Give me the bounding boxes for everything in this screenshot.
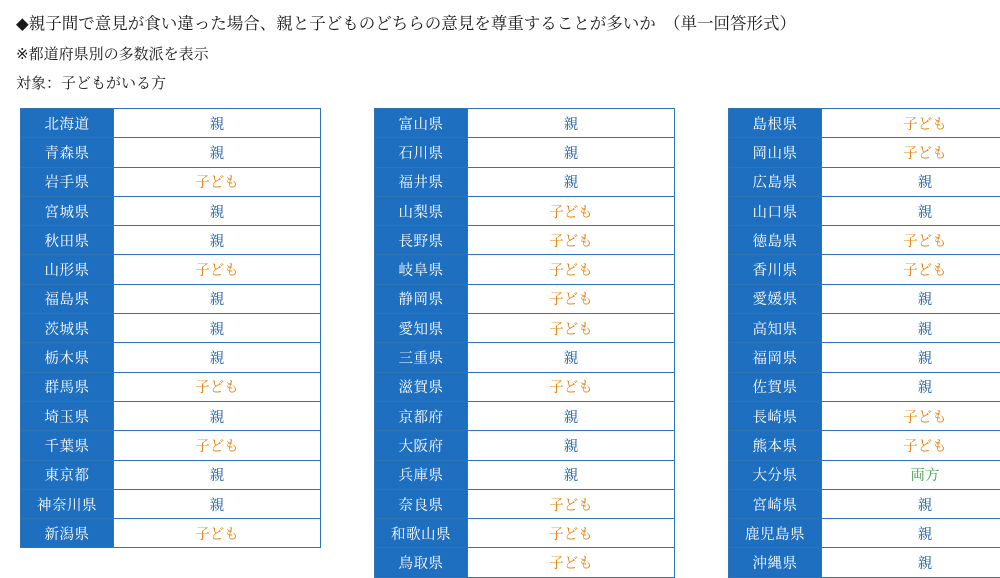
table-row bbox=[729, 255, 1000, 284]
majority-answer-parent: 親 bbox=[918, 175, 933, 191]
majority-answer-cell bbox=[822, 372, 1000, 401]
prefecture-name-cell: 千葉県 bbox=[21, 431, 114, 460]
prefecture-name-cell: 福島県 bbox=[21, 284, 114, 313]
table-row bbox=[729, 167, 1000, 196]
majority-answer-cell bbox=[468, 138, 675, 167]
prefecture-name-cell: 香川県 bbox=[729, 255, 822, 284]
majority-answer-child: 子ども bbox=[549, 234, 593, 250]
table-row bbox=[21, 519, 321, 548]
majority-answer-cell bbox=[114, 109, 321, 138]
majority-answer-cell bbox=[822, 138, 1000, 167]
table-row bbox=[21, 314, 321, 343]
prefecture-name-cell: 島根県 bbox=[729, 109, 822, 138]
prefecture-name-cell: 山梨県 bbox=[375, 196, 468, 225]
table-row bbox=[21, 109, 321, 138]
majority-answer-both: 両方 bbox=[911, 468, 940, 484]
majority-answer-child: 子ども bbox=[549, 380, 593, 396]
majority-answer-cell bbox=[468, 401, 675, 430]
prefecture-table-1 bbox=[20, 108, 321, 548]
prefecture-name-cell: 鹿児島県 bbox=[729, 519, 822, 548]
prefecture-name-cell: 熊本県 bbox=[729, 431, 822, 460]
table-row bbox=[21, 284, 321, 313]
majority-answer-child: 子ども bbox=[549, 322, 593, 338]
majority-answer-parent: 親 bbox=[564, 117, 579, 133]
majority-answer-cell bbox=[114, 255, 321, 284]
majority-answer-cell bbox=[822, 460, 1000, 489]
prefecture-table-3 bbox=[728, 108, 1000, 578]
majority-answer-cell bbox=[822, 401, 1000, 430]
table-row bbox=[21, 196, 321, 225]
prefecture-name-cell: 東京都 bbox=[21, 460, 114, 489]
majority-answer-parent: 親 bbox=[918, 322, 933, 338]
prefecture-name-cell: 富山県 bbox=[375, 109, 468, 138]
table-row bbox=[375, 284, 675, 313]
majority-answer-child: 子ども bbox=[903, 117, 947, 133]
table-row bbox=[375, 167, 675, 196]
table-row bbox=[375, 138, 675, 167]
majority-answer-parent: 親 bbox=[564, 439, 579, 455]
majority-answer-parent: 親 bbox=[210, 410, 225, 426]
prefecture-name-cell: 山口県 bbox=[729, 196, 822, 225]
page-subtitle: ※都道府県別の多数派を表示 bbox=[16, 44, 986, 67]
majority-answer-cell bbox=[468, 343, 675, 372]
majority-answer-child: 子ども bbox=[195, 175, 239, 191]
majority-answer-cell bbox=[822, 167, 1000, 196]
majority-answer-parent: 親 bbox=[564, 146, 579, 162]
majority-answer-child: 子ども bbox=[549, 263, 593, 279]
table-row bbox=[21, 372, 321, 401]
majority-answer-cell bbox=[822, 519, 1000, 548]
majority-answer-cell bbox=[468, 314, 675, 343]
prefecture-name-cell: 群馬県 bbox=[21, 372, 114, 401]
table-row bbox=[729, 226, 1000, 255]
prefecture-name-cell: 静岡県 bbox=[375, 284, 468, 313]
majority-answer-parent: 親 bbox=[564, 175, 579, 191]
table-row bbox=[375, 401, 675, 430]
table-row bbox=[375, 460, 675, 489]
table-row bbox=[729, 138, 1000, 167]
majority-answer-parent: 親 bbox=[210, 292, 225, 308]
prefecture-name-cell: 秋田県 bbox=[21, 226, 114, 255]
table-row bbox=[729, 284, 1000, 313]
majority-answer-child: 子ども bbox=[195, 439, 239, 455]
prefecture-name-cell: 大阪府 bbox=[375, 431, 468, 460]
majority-answer-child: 子ども bbox=[903, 439, 947, 455]
majority-answer-parent: 親 bbox=[210, 234, 225, 250]
majority-answer-child: 子ども bbox=[903, 263, 947, 279]
table-row bbox=[729, 196, 1000, 225]
prefecture-name-cell: 徳島県 bbox=[729, 226, 822, 255]
majority-answer-cell bbox=[468, 372, 675, 401]
page-title: ◆親子間で意見が食い違った場合、親と子どものどちらの意見を尊重することが多いか （単一回答形式） bbox=[16, 12, 986, 37]
prefecture-name-cell: 岩手県 bbox=[21, 167, 114, 196]
table-body-1 bbox=[21, 109, 321, 548]
majority-answer-cell bbox=[468, 109, 675, 138]
majority-answer-child: 子ども bbox=[549, 527, 593, 543]
prefecture-name-cell: 愛知県 bbox=[375, 314, 468, 343]
prefecture-name-cell: 宮城県 bbox=[21, 196, 114, 225]
majority-answer-cell bbox=[114, 167, 321, 196]
majority-answer-cell bbox=[468, 284, 675, 313]
prefecture-name-cell: 奈良県 bbox=[375, 489, 468, 518]
table-row bbox=[21, 489, 321, 518]
prefecture-name-cell: 長野県 bbox=[375, 226, 468, 255]
prefecture-name-cell: 岐阜県 bbox=[375, 255, 468, 284]
table-row bbox=[729, 460, 1000, 489]
prefecture-table-2 bbox=[374, 108, 675, 578]
survey-target-note: 対象：子どもがいる方 bbox=[16, 73, 986, 96]
majority-answer-parent: 親 bbox=[918, 380, 933, 396]
prefecture-name-cell: 京都府 bbox=[375, 401, 468, 430]
prefecture-name-cell: 埼玉県 bbox=[21, 401, 114, 430]
table-row bbox=[729, 519, 1000, 548]
prefecture-name-cell: 茨城県 bbox=[21, 314, 114, 343]
majority-answer-cell bbox=[822, 343, 1000, 372]
prefecture-name-cell: 福井県 bbox=[375, 167, 468, 196]
prefecture-name-cell: 北海道 bbox=[21, 109, 114, 138]
prefecture-name-cell: 沖縄県 bbox=[729, 548, 822, 577]
prefecture-column-1 bbox=[20, 108, 320, 578]
majority-answer-cell bbox=[822, 255, 1000, 284]
majority-answer-cell bbox=[114, 196, 321, 225]
majority-answer-cell bbox=[822, 489, 1000, 518]
prefecture-name-cell: 岡山県 bbox=[729, 138, 822, 167]
table-row bbox=[21, 167, 321, 196]
majority-answer-cell bbox=[468, 460, 675, 489]
majority-answer-cell bbox=[114, 343, 321, 372]
prefecture-name-cell: 青森県 bbox=[21, 138, 114, 167]
prefecture-table-group bbox=[14, 108, 986, 578]
majority-answer-cell bbox=[822, 109, 1000, 138]
majority-answer-parent: 親 bbox=[210, 322, 225, 338]
majority-answer-parent: 親 bbox=[564, 410, 579, 426]
table-body-2 bbox=[375, 109, 675, 578]
prefecture-name-cell: 石川県 bbox=[375, 138, 468, 167]
table-row bbox=[375, 489, 675, 518]
table-row bbox=[729, 401, 1000, 430]
majority-answer-cell bbox=[468, 431, 675, 460]
table-row bbox=[375, 226, 675, 255]
majority-answer-cell bbox=[822, 226, 1000, 255]
majority-answer-cell bbox=[468, 519, 675, 548]
prefecture-name-cell: 高知県 bbox=[729, 314, 822, 343]
table-row bbox=[375, 255, 675, 284]
majority-answer-cell bbox=[468, 548, 675, 577]
majority-answer-child: 子ども bbox=[549, 205, 593, 221]
majority-answer-cell bbox=[468, 255, 675, 284]
table-row bbox=[375, 196, 675, 225]
majority-answer-child: 子ども bbox=[195, 263, 239, 279]
majority-answer-cell bbox=[114, 138, 321, 167]
majority-answer-cell bbox=[822, 431, 1000, 460]
majority-answer-cell bbox=[468, 489, 675, 518]
majority-answer-parent: 親 bbox=[918, 556, 933, 572]
majority-answer-child: 子ども bbox=[549, 292, 593, 308]
table-row bbox=[21, 255, 321, 284]
table-row bbox=[21, 343, 321, 372]
majority-answer-parent: 親 bbox=[918, 205, 933, 221]
majority-answer-cell bbox=[822, 284, 1000, 313]
majority-answer-cell bbox=[822, 314, 1000, 343]
majority-answer-cell bbox=[114, 519, 321, 548]
prefecture-column-3 bbox=[728, 108, 1000, 578]
table-row bbox=[729, 548, 1000, 577]
majority-answer-parent: 親 bbox=[210, 146, 225, 162]
majority-answer-child: 子ども bbox=[549, 498, 593, 514]
majority-answer-cell bbox=[468, 167, 675, 196]
prefecture-name-cell: 山形県 bbox=[21, 255, 114, 284]
majority-answer-cell bbox=[468, 226, 675, 255]
table-row bbox=[729, 372, 1000, 401]
majority-answer-parent: 親 bbox=[210, 205, 225, 221]
prefecture-name-cell: 栃木県 bbox=[21, 343, 114, 372]
prefecture-name-cell: 宮崎県 bbox=[729, 489, 822, 518]
majority-answer-cell bbox=[822, 548, 1000, 577]
prefecture-name-cell: 佐賀県 bbox=[729, 372, 822, 401]
prefecture-name-cell: 広島県 bbox=[729, 167, 822, 196]
table-row bbox=[375, 431, 675, 460]
majority-answer-cell bbox=[114, 460, 321, 489]
table-row bbox=[375, 548, 675, 577]
table-row bbox=[375, 314, 675, 343]
prefecture-name-cell: 愛媛県 bbox=[729, 284, 822, 313]
prefecture-name-cell: 兵庫県 bbox=[375, 460, 468, 489]
majority-answer-parent: 親 bbox=[210, 117, 225, 133]
majority-answer-parent: 親 bbox=[918, 527, 933, 543]
table-row bbox=[729, 109, 1000, 138]
prefecture-name-cell: 福岡県 bbox=[729, 343, 822, 372]
majority-answer-cell bbox=[822, 196, 1000, 225]
majority-answer-child: 子ども bbox=[549, 556, 593, 572]
majority-answer-parent: 親 bbox=[918, 292, 933, 308]
majority-answer-parent: 親 bbox=[918, 351, 933, 367]
prefecture-name-cell: 鳥取県 bbox=[375, 548, 468, 577]
table-row bbox=[21, 401, 321, 430]
table-row bbox=[375, 372, 675, 401]
majority-answer-parent: 親 bbox=[210, 468, 225, 484]
majority-answer-cell bbox=[114, 226, 321, 255]
majority-answer-parent: 親 bbox=[210, 351, 225, 367]
majority-answer-cell bbox=[114, 284, 321, 313]
table-row bbox=[21, 460, 321, 489]
table-body-3 bbox=[729, 109, 1000, 578]
majority-answer-cell bbox=[114, 372, 321, 401]
prefecture-name-cell: 滋賀県 bbox=[375, 372, 468, 401]
majority-answer-cell bbox=[114, 314, 321, 343]
majority-answer-parent: 親 bbox=[564, 351, 579, 367]
prefecture-name-cell: 神奈川県 bbox=[21, 489, 114, 518]
table-row bbox=[375, 109, 675, 138]
majority-answer-child: 子ども bbox=[903, 410, 947, 426]
majority-answer-child: 子ども bbox=[903, 234, 947, 250]
table-row bbox=[21, 226, 321, 255]
majority-answer-parent: 親 bbox=[210, 498, 225, 514]
table-row bbox=[375, 343, 675, 372]
majority-answer-cell bbox=[468, 196, 675, 225]
table-row bbox=[375, 519, 675, 548]
table-row bbox=[729, 431, 1000, 460]
majority-answer-child: 子ども bbox=[903, 146, 947, 162]
majority-answer-parent: 親 bbox=[564, 468, 579, 484]
table-row bbox=[21, 431, 321, 460]
prefecture-name-cell: 和歌山県 bbox=[375, 519, 468, 548]
majority-answer-cell bbox=[114, 489, 321, 518]
majority-answer-cell bbox=[114, 431, 321, 460]
prefecture-name-cell: 長崎県 bbox=[729, 401, 822, 430]
prefecture-column-2 bbox=[374, 108, 674, 578]
prefecture-name-cell: 三重県 bbox=[375, 343, 468, 372]
table-row bbox=[729, 343, 1000, 372]
majority-answer-parent: 親 bbox=[918, 498, 933, 514]
majority-answer-cell bbox=[114, 401, 321, 430]
prefecture-name-cell: 新潟県 bbox=[21, 519, 114, 548]
table-row bbox=[729, 314, 1000, 343]
majority-answer-child: 子ども bbox=[195, 380, 239, 396]
majority-answer-child: 子ども bbox=[195, 527, 239, 543]
table-row bbox=[729, 489, 1000, 518]
table-row bbox=[21, 138, 321, 167]
prefecture-name-cell: 大分県 bbox=[729, 460, 822, 489]
